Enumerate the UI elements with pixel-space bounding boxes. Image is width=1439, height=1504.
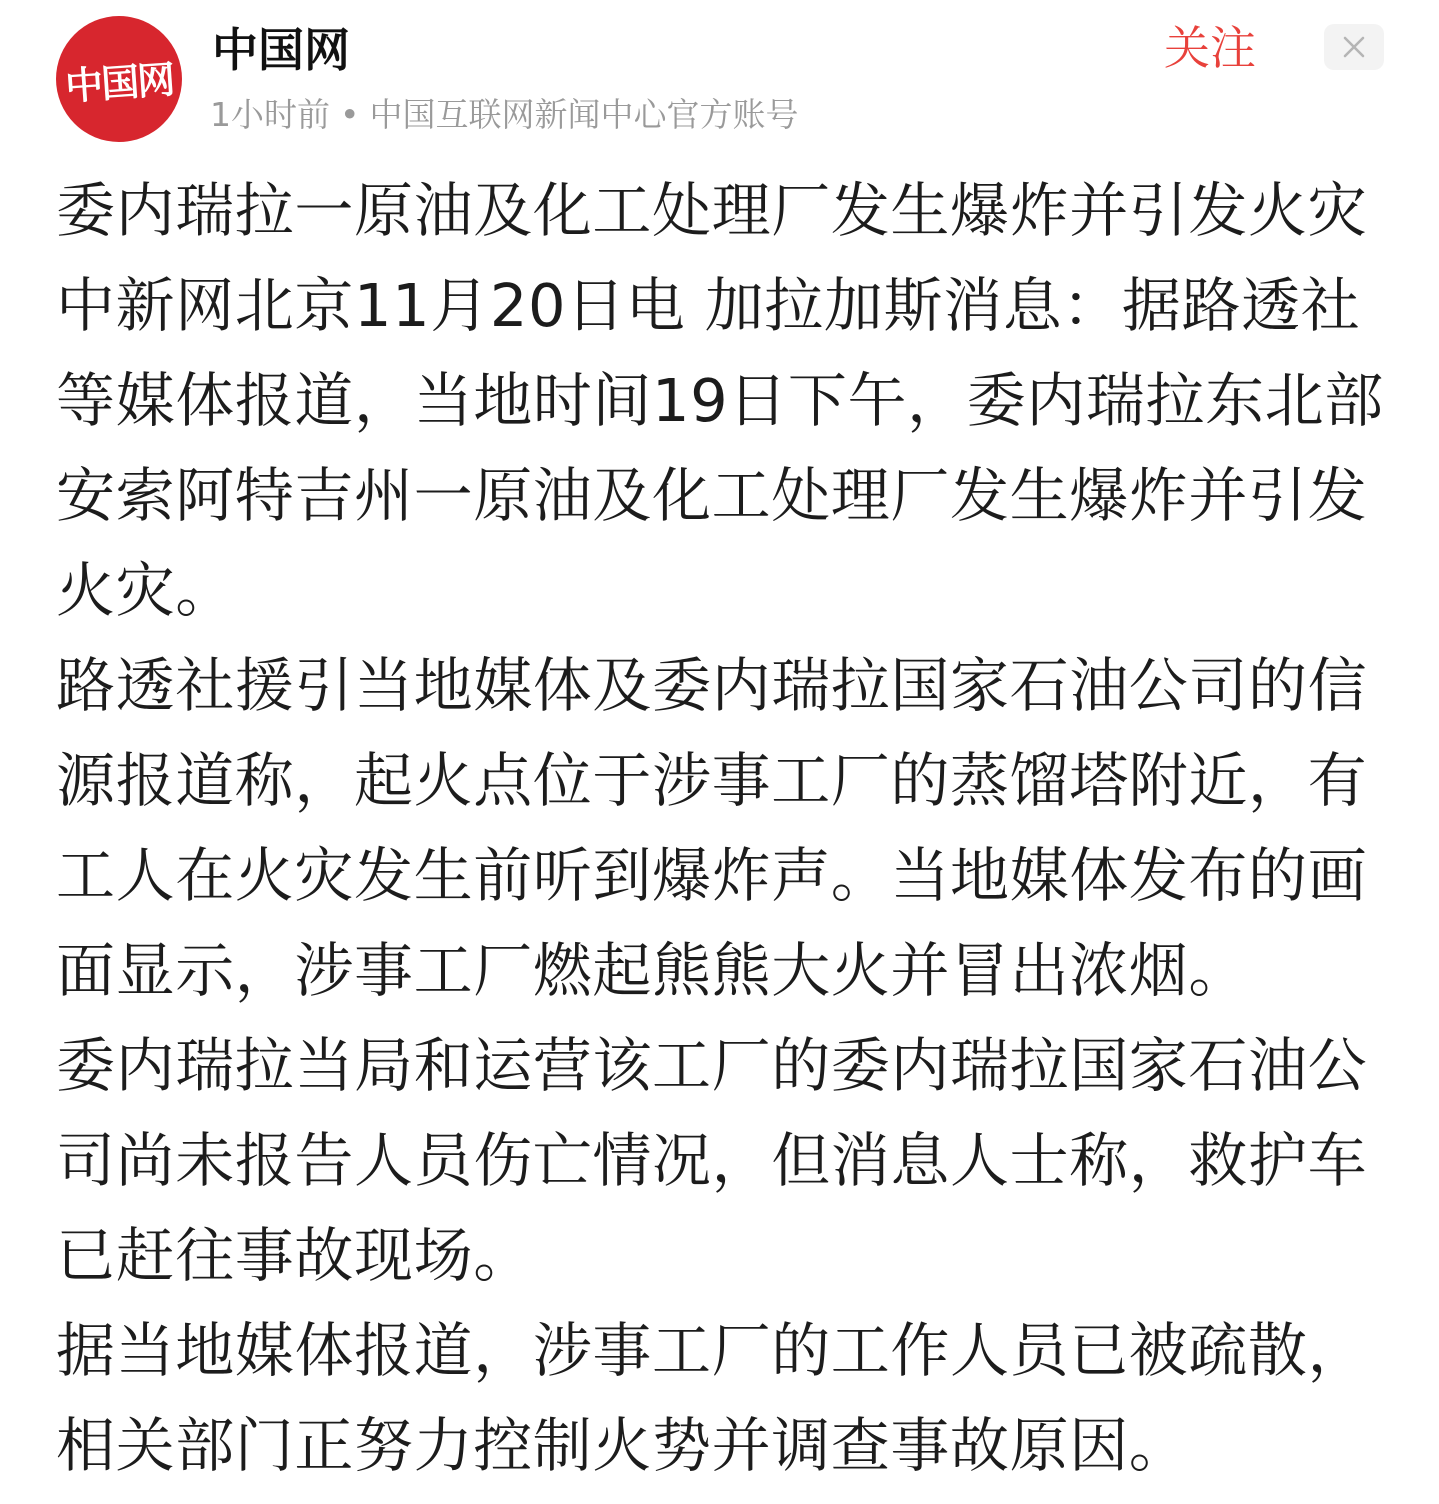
meta-separator: • xyxy=(340,95,360,134)
avatar[interactable] xyxy=(56,16,182,142)
post-meta xyxy=(210,92,798,138)
article-body xyxy=(56,163,1384,1493)
article-line: 据当地媒体报道，涉事工厂的工作人员已被疏散， xyxy=(56,1316,1368,1385)
article-line: 相关部门正努力控制火势并调查事故原因。 xyxy=(56,1411,1189,1480)
article-line: 已赶往事故现场。 xyxy=(56,1221,533,1290)
article-line: 面显示，涉事工厂燃起熊熊大火并冒出浓烟。 xyxy=(56,936,1249,1005)
article-line: 司尚未报告人员伤亡情况，但消息人士称，救护车 xyxy=(56,1126,1368,1195)
article-line: 火灾。 xyxy=(56,556,235,625)
account-description: 中国互联网新闻中心官方账号 xyxy=(369,95,799,134)
article-line: 安索阿特吉州一原油及化工处理厂发生爆炸并引发 xyxy=(56,461,1368,530)
article-line: 委内瑞拉当局和运营该工厂的委内瑞拉国家石油公 xyxy=(56,1031,1368,1100)
close-button[interactable] xyxy=(1324,24,1384,70)
article-line: 等媒体报道，当地时间19日下午，委内瑞拉东北部 xyxy=(56,366,1384,435)
post-time: 1小时前 xyxy=(210,95,330,134)
follow-button[interactable]: 关注 xyxy=(1164,18,1256,78)
article-line: 路透社援引当地媒体及委内瑞拉国家石油公司的信 xyxy=(56,651,1368,720)
article-line: 源报道称，起火点位于涉事工厂的蒸馏塔附近，有 xyxy=(56,746,1368,815)
china-net-logo: 中国网 xyxy=(63,55,175,109)
account-name[interactable]: 中国网 xyxy=(212,23,350,77)
close-icon xyxy=(1342,35,1366,59)
post-header xyxy=(0,0,1439,150)
article-line: 委内瑞拉一原油及化工处理厂发生爆炸并引发火灾 xyxy=(56,176,1368,245)
article-line: 中新网北京11月20日电 加拉加斯消息：据路透社 xyxy=(56,271,1361,340)
article-line: 工人在火灾发生前听到爆炸声。当地媒体发布的画 xyxy=(56,841,1368,910)
